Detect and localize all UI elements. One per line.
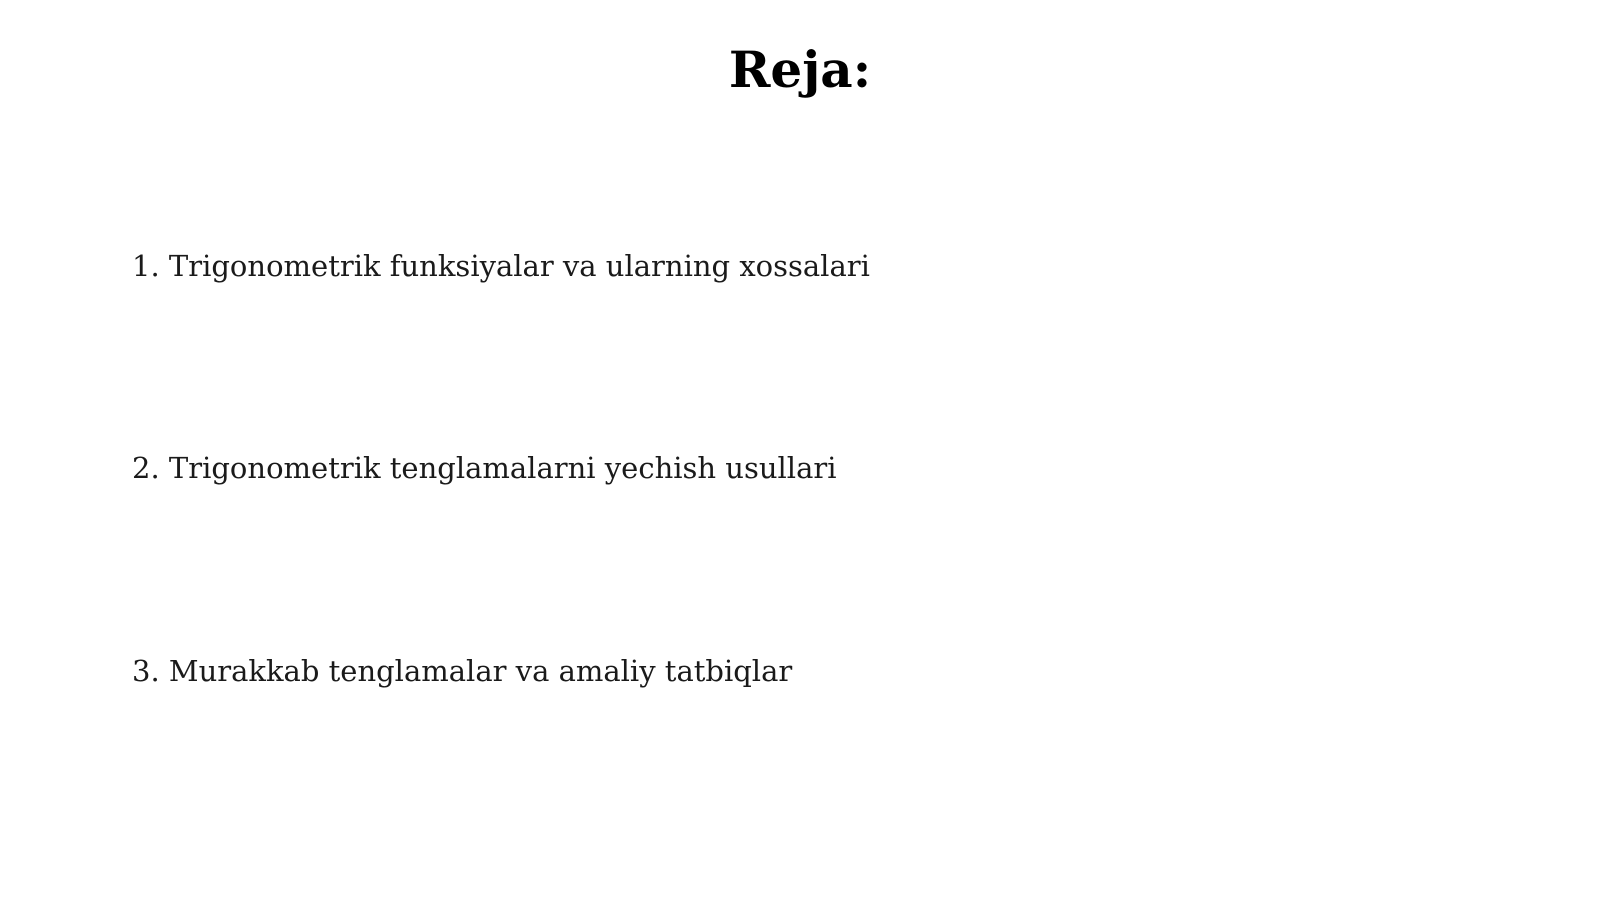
plan-item-3: 3. Murakkab tenglamalar va amaliy tatbiqlar [132, 654, 793, 688]
plan-item-2: 2. Trigonometrik tenglamalarni yechish usullari [132, 451, 837, 485]
plan-item-1: 1. Trigonometrik funksiyalar va ularning xossalari [132, 249, 870, 283]
slide-title: Reja: [728, 40, 872, 99]
